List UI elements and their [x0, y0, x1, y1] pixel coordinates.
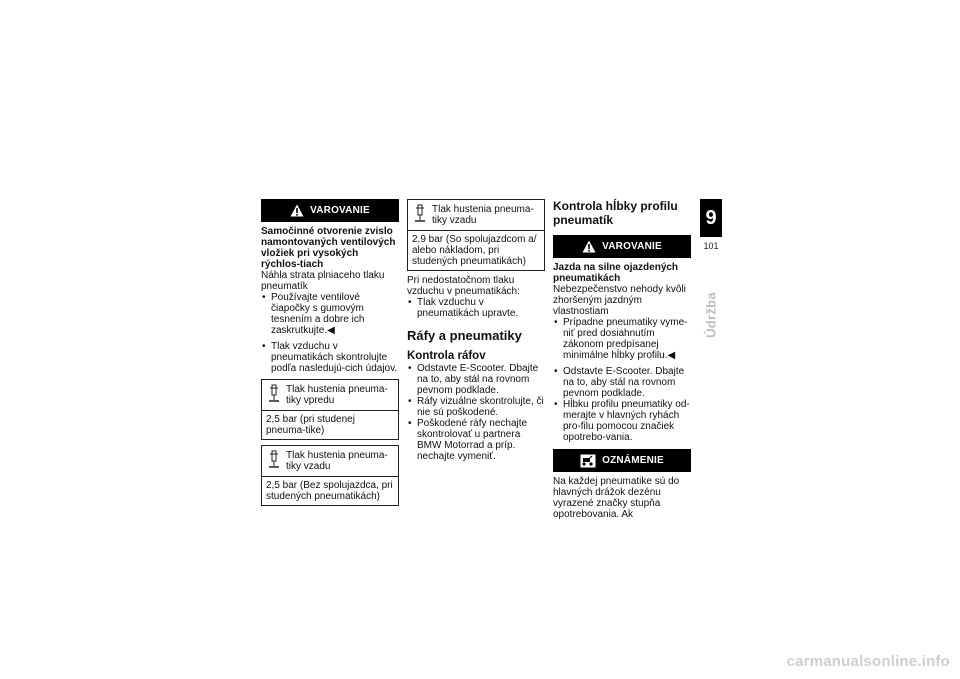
tire-pressure-gauge-icon	[266, 384, 282, 404]
spec-box-rear-pressure	[261, 445, 399, 506]
spec-title: Tlak hustenia pneuma-tiky vzadu	[432, 204, 534, 226]
list-item: • Tlak vzduchu v pneumatikách skontrolujte podľa nasledujú-cich údajov.	[261, 341, 399, 374]
warning-banner	[261, 199, 399, 222]
bullet-list	[261, 292, 399, 374]
scooter-notice-icon	[580, 454, 596, 468]
notice-text: Na každej pneumatike sú do hlavných drážok dezénu vyrazené značky stupňa opotrebovania. Ak	[553, 476, 680, 520]
watermark: carmanualsonline.info	[786, 653, 950, 670]
spec-value: 2,5 bar (pri studenej pneuma-tike)	[266, 414, 355, 436]
section-heading: Ráfy a pneumatiky	[407, 328, 522, 343]
list-item: • Tlak vzduchu v pneumatikách upravte.	[407, 297, 545, 319]
notice-label: OZNÁMENIE	[602, 455, 664, 466]
tire-pressure-gauge-icon	[412, 204, 428, 224]
warning-label: VAROVANIE	[310, 205, 370, 216]
notice-banner	[553, 449, 691, 472]
subsection-heading: Kontrola ráfov	[407, 350, 486, 362]
list-item: • Hĺbku profilu pneumatiky od-merajte v hlavných ryhách pro-filu pomocou značiek opotrebo-vania.	[553, 399, 691, 443]
list-item: • Používajte ventilové čiapočky s gumovým tesnením a dobre ich zaskrutkujte.◀	[261, 292, 399, 336]
column-right	[553, 199, 691, 520]
warning-banner	[553, 235, 691, 258]
section-heading: Kontrola hĺbky profilu pneumatík	[553, 199, 678, 227]
warning-triangle-icon	[582, 240, 596, 253]
bullet-list	[553, 317, 691, 443]
warning-label: VAROVANIE	[602, 241, 662, 252]
column-left	[261, 199, 399, 506]
spec-title: Tlak hustenia pneuma-tiky vpredu	[286, 384, 388, 406]
section-label	[698, 280, 724, 350]
spec-title: Tlak hustenia pneuma-tiky vzadu	[286, 450, 388, 472]
warning-text: Náhla strata plniaceho tlaku pneumatík	[261, 270, 385, 292]
list-item: • Poškodené ráfy nechajte skontrolovať u partnera BMW Motorrad a príp. nechajte vymeniť.	[407, 418, 545, 462]
paragraph: Pri nedostatočnom tlaku vzduchu v pneumatikách:	[407, 275, 520, 297]
section-label-text: Údržba	[703, 292, 719, 338]
warning-triangle-icon	[290, 204, 304, 217]
page-number: 101	[703, 241, 719, 251]
bullet-list	[407, 363, 545, 462]
spec-box-front-pressure	[261, 379, 399, 440]
chapter-number: 9	[700, 199, 722, 237]
warning-title: Jazda na silne ojazdených pneumatikách	[553, 262, 679, 284]
list-item: • Prípadne pneumatiky vyme-niť pred dosiahnutím zákonom predpísanej minimálne hĺbky profilu.◀	[553, 317, 691, 361]
bullet-list	[407, 297, 545, 319]
column-middle	[407, 199, 545, 462]
warning-text: Nebezpečenstvo nehody kvôli zhoršeným jazdným vlastnostiam	[553, 284, 686, 317]
list-item: • Odstavte E-Scooter. Dbajte na to, aby stál na rovnom pevnom podklade.	[407, 363, 545, 396]
spec-box-rear-pressure-loaded	[407, 199, 545, 271]
spec-value: 2,9 bar (So spolujazdcom a/ alebo nákladom, pri studených pneumatikách)	[412, 234, 537, 267]
warning-title: Samočinné otvorenie zvislo namontovaných ventilových vložiek pri vysokých rýchlos-tiach	[261, 226, 396, 270]
spec-value: 2,5 bar (Bez spolujazdca, pri studených pneumatikách)	[266, 480, 393, 502]
list-item: • Ráfy vizuálne skontrolujte, či nie sú poškodené.	[407, 396, 545, 418]
list-item: • Odstavte E-Scooter. Dbajte na to, aby stál na rovnom pevnom podklade.	[553, 366, 691, 399]
tire-pressure-gauge-icon	[266, 450, 282, 470]
